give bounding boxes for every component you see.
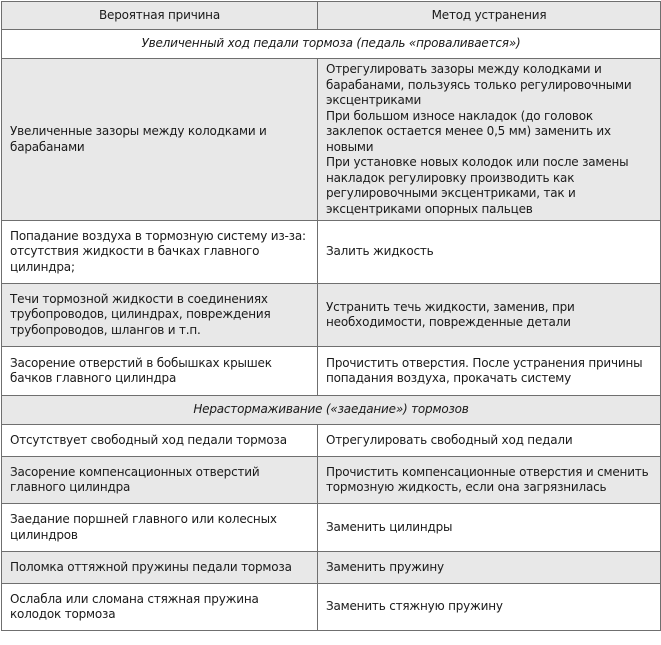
cause-cell: Засорение компенсационных отверстий главного цилиндра	[2, 457, 318, 504]
troubleshooting-table	[1, 1, 661, 631]
section-header-row	[2, 396, 661, 425]
remedy-cell	[318, 59, 661, 221]
remedy-cell: Залить жидкость	[318, 221, 661, 284]
remedy-cell: Прочистить компенсационные отверстия и сменить тормозную жидкость, если она загрязнилась	[318, 457, 661, 504]
remedy-cell: Заменить пружину	[318, 552, 661, 584]
remedy-line: Отрегулировать зазоры между колодками и барабанами, пользуясь только регулировочными эксцентриками	[326, 62, 632, 107]
header-remedy: Метод устранения	[318, 2, 661, 30]
cause-cell: Течи тормозной жидкости в соединениях трубопроводов, цилиндрах, повреждения трубопроводов, шлангов и т.п.	[2, 284, 318, 347]
table-header-row	[2, 2, 661, 30]
header-cause: Вероятная причина	[2, 2, 318, 30]
cause-cell: Увеличенные зазоры между колодками и барабанами	[2, 59, 318, 221]
table-row	[2, 59, 661, 221]
cause-cell: Отсутствует свободный ход педали тормоза	[2, 425, 318, 457]
table-row	[2, 347, 661, 396]
section-header-row	[2, 30, 661, 59]
section-title: Нерастормаживание («заедание») тормозов	[2, 396, 661, 425]
cause-cell: Засорение отверстий в бобышках крышек бачков главного цилиндра	[2, 347, 318, 396]
table-row	[2, 504, 661, 552]
cause-cell: Попадание воздуха в тормозную систему из-за: отсутствия жидкости в бачках главного цилиндра;	[2, 221, 318, 284]
cause-cell: Поломка оттяжной пружины педали тормоза	[2, 552, 318, 584]
remedy-cell: Заменить цилиндры	[318, 504, 661, 552]
remedy-line: При установке новых колодок или после замены накладок регулировку производить как регулировочными эксцентриками, так и эксцентриками опорных пальцев	[326, 155, 629, 216]
table-body	[2, 30, 661, 631]
table-row	[2, 552, 661, 584]
remedy-cell: Заменить стяжную пружину	[318, 584, 661, 631]
remedy-line: При большом износе накладок (до головок заклепок остается менее 0,5 мм) заменить их новыми	[326, 108, 611, 154]
table-row	[2, 425, 661, 457]
remedy-cell: Устранить течь жидкости, заменив, при необходимости, поврежденные детали	[318, 284, 661, 347]
cause-cell: Ослабла или сломана стяжная пружина колодок тормоза	[2, 584, 318, 631]
table-row	[2, 221, 661, 284]
section-title: Увеличенный ход педали тормоза (педаль «проваливается»)	[2, 30, 661, 59]
table-row	[2, 584, 661, 631]
remedy-cell: Отрегулировать свободный ход педали	[318, 425, 661, 457]
cause-cell: Заедание поршней главного или колесных цилиндров	[2, 504, 318, 552]
table-row	[2, 284, 661, 347]
remedy-cell: Прочистить отверстия. После устранения причины попадания воздуха, прокачать систему	[318, 347, 661, 396]
table-row	[2, 457, 661, 504]
